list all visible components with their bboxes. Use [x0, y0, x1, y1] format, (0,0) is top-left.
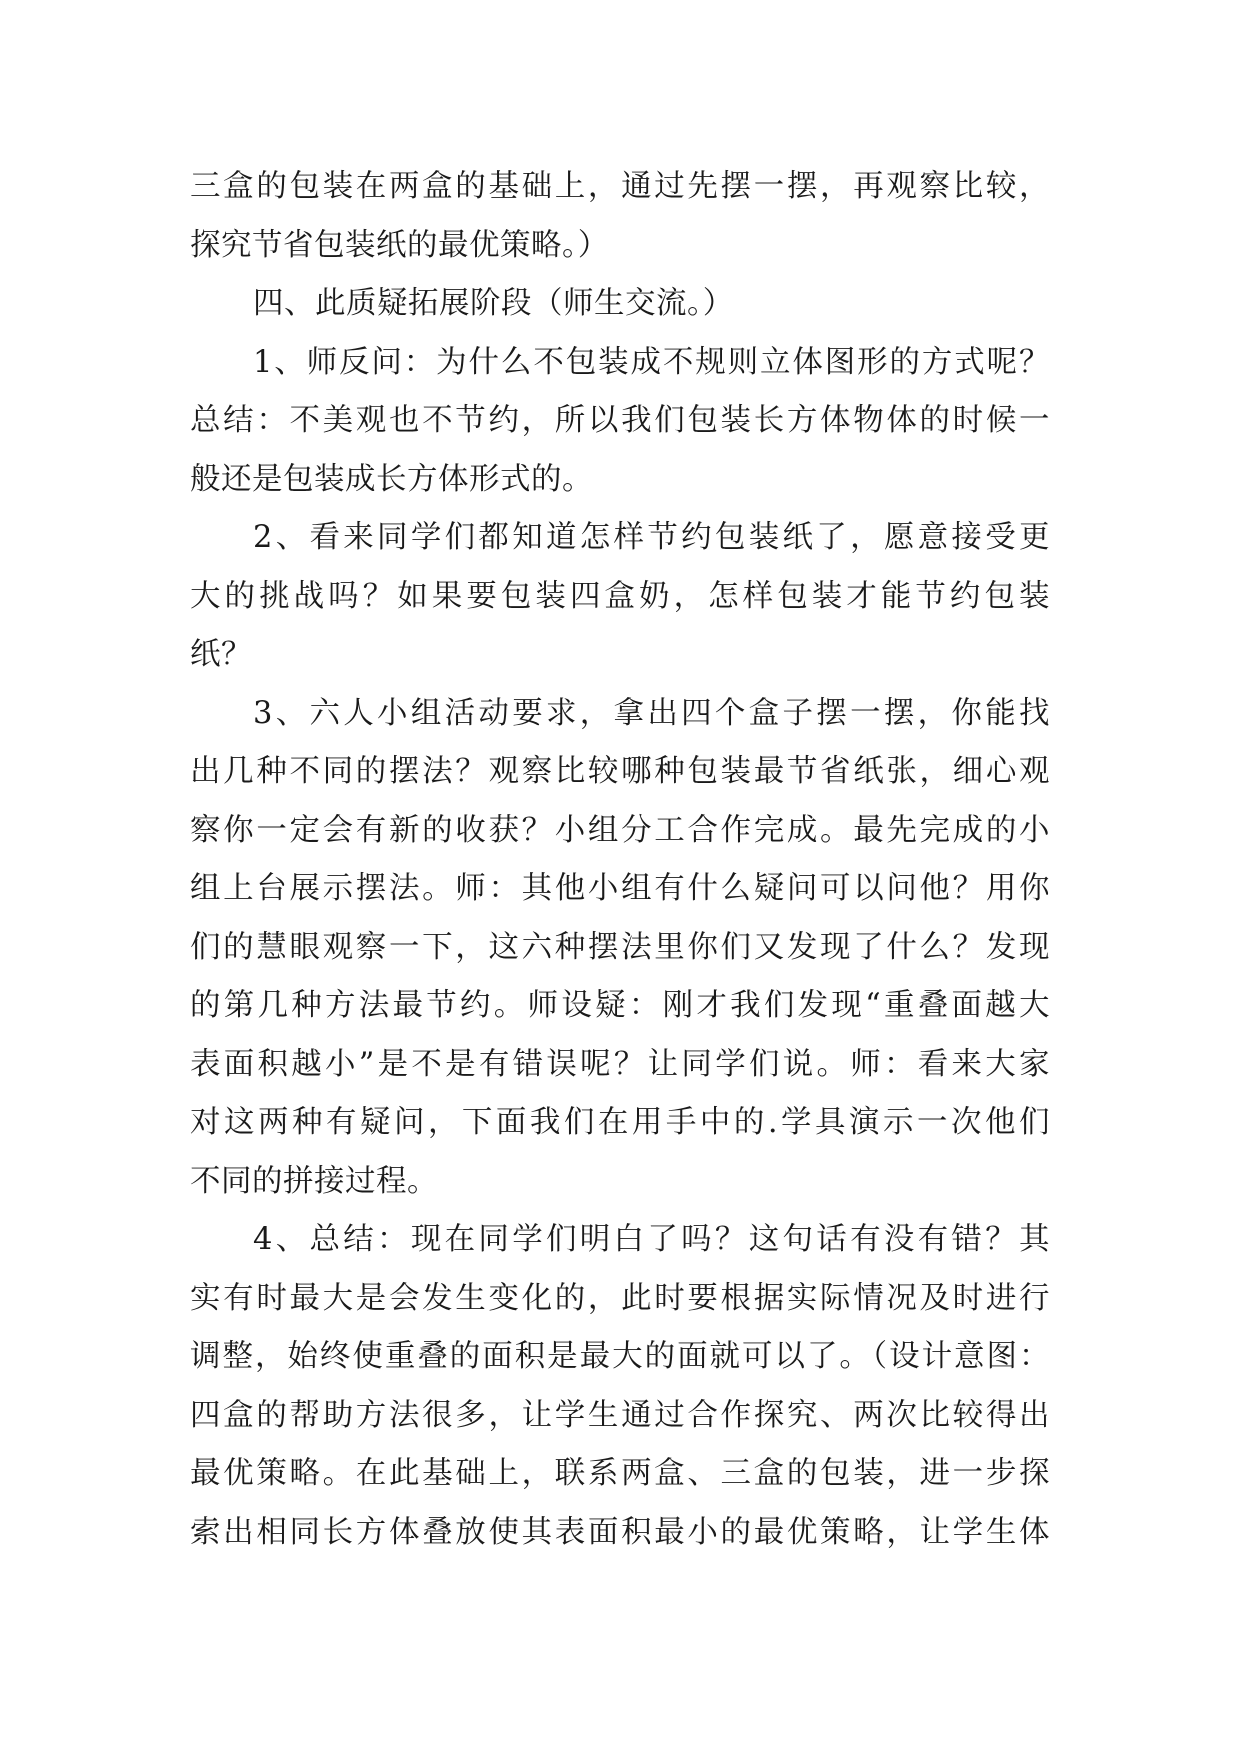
text-line: 3、六人小组活动要求，拿出四个盒子摆一摆，你能找: [253, 695, 1050, 731]
text-line: 般还是包装成长方体形式的。: [190, 461, 593, 497]
text-line: 表面积越小”是不是有错误呢？让同学们说。师：看来大家: [190, 1046, 1050, 1082]
text-line: 的第几种方法最节约。师设疑：刚才我们发现“重叠面越大: [190, 988, 1050, 1023]
section-heading: 四、此质疑拓展阶段（师生交流。）: [253, 286, 734, 321]
text-line: 总结：不美观也不节约，所以我们包装长方体物体的时候一: [190, 403, 1050, 438]
text-line: 三盒的包装在两盒的基础上，通过先摆一摆，再观察比较，: [190, 169, 1050, 204]
text-line: 4、总结：现在同学们明白了吗？这句话有没有错？其: [253, 1222, 1050, 1257]
text-line: 对这两种有疑问，下面我们在用手中的.学具演示一次他们: [190, 1105, 1050, 1140]
text-line: 2、看来同学们都知道怎样节约包装纸了，愿意接受更: [253, 520, 1050, 555]
text-line: 调整，始终使重叠的面积是最大的面就可以了。（设计意图：: [190, 1339, 1050, 1374]
text-line: 察你一定会有新的收获？小组分工合作完成。最先完成的小: [190, 812, 1050, 848]
text-line: 们的慧眼观察一下，这六种摆法里你们又发现了什么？发现: [190, 929, 1050, 965]
text-line: 1、师反问：为什么不包装成不规则立体图形的方式呢？: [253, 344, 1050, 380]
text-line: 纸？: [190, 637, 252, 672]
text-line: 最优策略。在此基础上，联系两盒、三盒的包装，进一步探: [190, 1456, 1050, 1491]
text-line: 探究节省包装纸的最优策略。）: [190, 227, 609, 263]
document-body: [190, 158, 1050, 1562]
text-line: 出几种不同的摆法？观察比较哪种包装最节省纸张，细心观: [190, 754, 1050, 789]
text-line: 实有时最大是会发生变化的，此时要根据实际情况及时进行: [190, 1280, 1050, 1316]
text-line: 组上台展示摆法。师：其他小组有什么疑问可以问他？用你: [190, 871, 1050, 906]
text-line: 四盒的帮助方法很多，让学生通过合作探究、两次比较得出: [190, 1397, 1050, 1433]
text-line: 索出相同长方体叠放使其表面积最小的最优策略，让学生体: [190, 1514, 1050, 1550]
text-line: 大的挑战吗？如果要包装四盒奶，怎样包装才能节约包装: [190, 578, 1050, 614]
text-line: 不同的拼接过程。: [190, 1163, 438, 1199]
